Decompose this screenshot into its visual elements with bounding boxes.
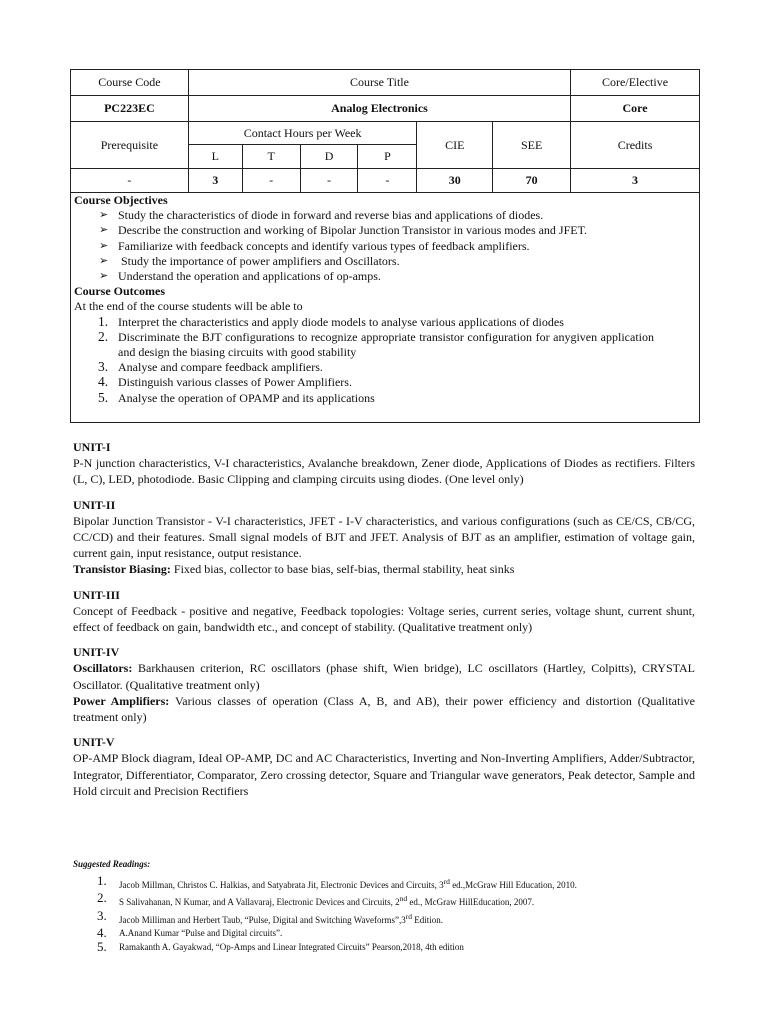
unit-2 (73, 497, 695, 578)
unit-text: P-N junction characteristics, V-I characteristics, Avalanche breakdown, Zener diode, Applications of Diodes as rectifiers. Filters (L, C), LED, photodiode. Basic Clipping and clamping circuits using diodes. (One level only) (73, 456, 695, 487)
core-elective-value: Core (571, 96, 700, 122)
readings-heading: Suggested Readings: (73, 859, 151, 869)
objectives-outcomes-box (70, 193, 700, 423)
objectives-heading: Course Objectives (74, 193, 168, 207)
suggested-readings (73, 858, 695, 954)
core-elective-label: Core/Elective (571, 70, 700, 96)
outcomes-heading: Course Outcomes (74, 284, 165, 299)
course-info-table (70, 69, 700, 193)
cie-value: 30 (417, 169, 493, 193)
objective-item: ➢ Understand the operation and applications of op-amps. (99, 269, 381, 284)
reading-item: 1. Jacob Millman, Christos C. Halkias, and Satyabrata Jit, Electronic Devices and Circuits, 3rd ed.,McGraw Hill Education, 2010. (97, 872, 577, 890)
readings-list (73, 872, 695, 955)
contact-hours-label: Contact Hours per Week (188, 122, 417, 145)
outcomes-intro: At the end of the course students will be able to (74, 299, 303, 314)
course-code-value: PC223EC (71, 96, 189, 122)
objective-item: ➢ Study the importance of power amplifiers and Oscillators. (99, 253, 400, 268)
objective-item: ➢ Familiarize with feedback concepts and identify various types of feedback amplifiers. (99, 238, 530, 253)
unit-5 (73, 734, 695, 799)
unit-title: UNIT-III (73, 587, 120, 602)
arrow-bullet-icon: ➢ (99, 254, 109, 267)
course-title-value: Analog Electronics (188, 96, 570, 122)
outcome-item: 4. Distinguish various classes of Power Amplifiers. (98, 374, 352, 390)
d-value: - (300, 169, 358, 193)
prerequisite-value: - (71, 169, 189, 193)
course-code-label: Course Code (71, 70, 189, 96)
unit-title: UNIT-II (73, 497, 116, 512)
unit-subtopic: Power Amplifiers: Various classes of operation (Class A, B, and AB), their power efficiency and distortion (Qualitative treatment only) (73, 693, 695, 725)
d-label: D (300, 145, 358, 169)
unit-text: OP-AMP Block diagram, Ideal OP-AMP, DC and AC Characteristics, Inverting and Non-Inverting Amplifiers, Adder/Subtractor, Integrator, Differentiator, Comparator, Zero crossing detector, Square and Triangular wave generators, Peak detector, Sample and Hold circuit and Precision Rectifiers (73, 751, 695, 798)
outcome-item: 2. Discriminate the BJT configurations to recognize appropriate transistor configuration for anygiven application and design the biasing circuits with good stability (98, 328, 654, 360)
unit-subtopic: Oscillators: Barkhausen criterion, RC oscillators (phase shift, Wien bridge), LC oscillators (Hartley, Colpitts), CRYSTAL Oscillator. (Qualitative treatment only) (73, 661, 695, 692)
l-value: 3 (188, 169, 242, 193)
t-value: - (242, 169, 300, 193)
objective-item: ➢ Study the characteristics of diode in forward and reverse bias and applications of diodes. (99, 208, 544, 223)
unit-text: Bipolar Junction Transistor - V-I characteristics, JFET - I-V characteristics, and various configurations (such as CE/CS, CB/CG, CC/CD) and their features. Small signal models of BJT and JFET. Analysis of BJT as an amplifier, estimation of voltage gain, current gain, input resistance, output resistance. (73, 513, 695, 561)
reading-item: 3. Jacob Milliman and Herbert Taub, “Pulse, Digital and Switching Waveforms”,3rd Edition. (97, 907, 444, 925)
arrow-bullet-icon: ➢ (99, 224, 109, 237)
unit-subtopic: Transistor Biasing: Fixed bias, collector to base bias, self-bias, thermal stability, heat sinks (73, 562, 515, 577)
unit-1 (73, 439, 695, 488)
unit-3 (73, 587, 695, 636)
credits-label: Credits (571, 122, 700, 169)
see-value: 70 (493, 169, 571, 193)
units-section (73, 439, 695, 808)
arrow-bullet-icon: ➢ (99, 209, 109, 222)
reading-item: 5. Ramakanth A. Gayakwad, “Op-Amps and Linear Integrated Circuits” Pearson,2018, 4th edition (97, 938, 464, 954)
unit-title: UNIT-IV (73, 645, 120, 660)
p-value: - (358, 169, 417, 193)
unit-text: Concept of Feedback - positive and negative, Feedback topologies: Voltage series, current series, voltage shunt, current shunt, effect of feedback on gain, bandwidth etc., and concept of stability. (Qualitative treatment only) (73, 603, 695, 635)
outcome-item: 1. Interpret the characteristics and apply diode models to analyse various applications of diodes (98, 313, 564, 329)
arrow-bullet-icon: ➢ (99, 239, 109, 252)
objective-item: ➢ Describe the construction and working of Bipolar Junction Transistor in various modes and JFET. (99, 223, 588, 238)
credits-value: 3 (571, 169, 700, 193)
outcome-item: 3. Analyse and compare feedback amplifiers. (98, 359, 323, 375)
course-title-label: Course Title (188, 70, 570, 96)
unit-4 (73, 644, 695, 725)
t-label: T (242, 145, 300, 169)
cie-label: CIE (417, 122, 493, 169)
outcome-item: 5. Analyse the operation of OPAMP and its applications (98, 389, 375, 405)
p-label: P (358, 145, 417, 169)
unit-title: UNIT-V (73, 735, 115, 750)
see-label: SEE (493, 122, 571, 169)
reading-item: 2. S Salivahanan, N Kumar, and A Vallavaraj, Electronic Devices and Circuits, 2nd ed., McGraw HillEducation, 2007. (97, 890, 535, 907)
arrow-bullet-icon: ➢ (99, 270, 109, 283)
objectives-list (71, 208, 699, 284)
l-label: L (188, 145, 242, 169)
prerequisite-label: Prerequisite (71, 122, 189, 169)
outcomes-list (71, 315, 699, 406)
unit-title: UNIT-I (73, 440, 111, 454)
reading-item: 4. A.Anand Kumar “Pulse and Digital circuits”. (97, 925, 283, 940)
